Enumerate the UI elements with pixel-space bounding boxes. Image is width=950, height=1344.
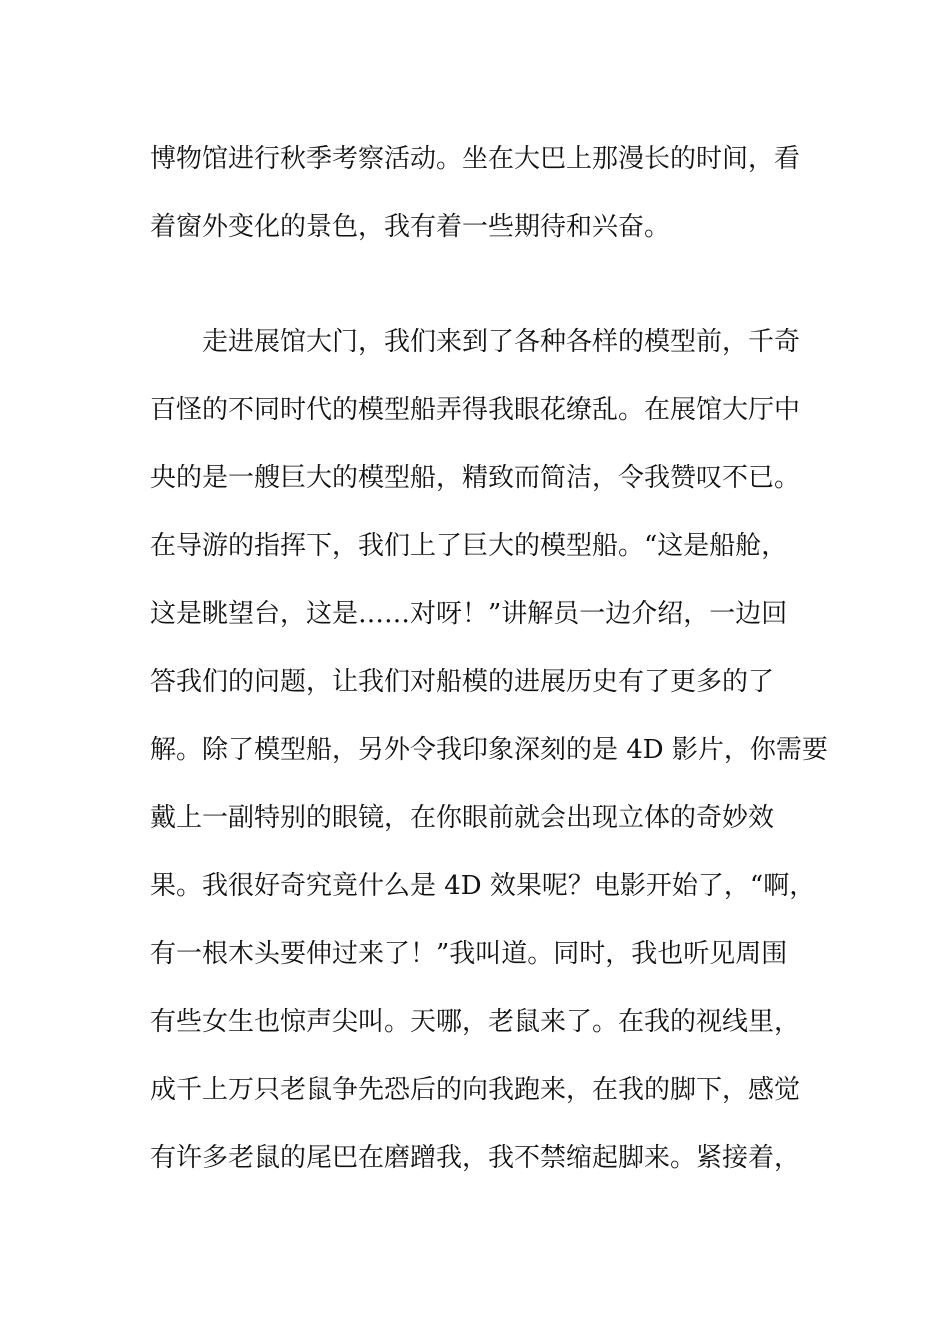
- text-line: 成千上万只老鼠争先恐后的向我跑来，在我的脚下，感觉: [150, 1075, 801, 1105]
- text-line: 央的是一艘巨大的模型船，精致而简洁，令我赞叹不已。: [150, 463, 801, 493]
- text-line: 戴上一副特别的眼镜，在你眼前就会出现立体的奇妙效: [150, 803, 775, 833]
- paragraph-1: [150, 125, 810, 261]
- text-line: 走进展馆大门，我们来到了各种各样的模型前，千奇: [202, 327, 801, 357]
- text-line: 有一根木头要伸过来了！”我叫道。同时，我也听见周围: [150, 939, 788, 969]
- text-line: 有些女生也惊声尖叫。天哪，老鼠来了。在我的视线里，: [150, 1007, 801, 1037]
- text-line: 在导游的指挥下，我们上了巨大的模型船。“这是船舱，: [150, 531, 788, 561]
- text-line: 解。除了模型船，另外令我印象深刻的是 4D 影片，你需要: [150, 735, 828, 765]
- text-line: 着窗外变化的景色，我有着一些期待和兴奋。: [150, 212, 671, 242]
- text-line: 百怪的不同时代的模型船弄得我眼花缭乱。在展馆大厅中: [150, 395, 801, 425]
- document-body: [150, 125, 828, 1192]
- text-line: 有许多老鼠的尾巴在磨蹭我，我不禁缩起脚来。紧接着，: [150, 1143, 801, 1173]
- text-line: 这是眺望台，这是……对呀！”讲解员一边介绍，一边回: [150, 599, 788, 629]
- text-line: 博物馆进行秋季考察活动。坐在大巴上那漫长的时间，看: [150, 144, 801, 174]
- text-line: 果。我很好奇究竟什么是 4D 效果呢？电影开始了，“啊，: [150, 871, 816, 901]
- text-line: 答我们的问题，让我们对船模的进展历史有了更多的了: [150, 667, 775, 697]
- paragraph-2: [150, 308, 828, 1192]
